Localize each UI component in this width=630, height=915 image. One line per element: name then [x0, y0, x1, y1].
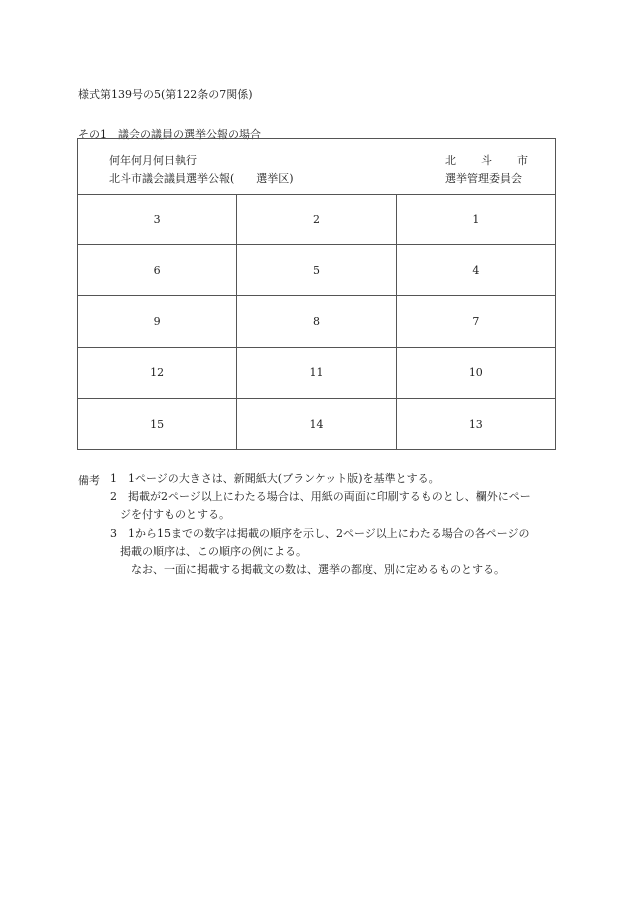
note-2-continued: ジを付すものとする。 — [120, 508, 230, 521]
grid-cell: 11 — [237, 348, 396, 398]
city-name — [445, 152, 553, 168]
note-3-continued: 掲載の順序は、この順序の例による。 — [120, 545, 307, 558]
election-date: 何年何月何日執行 — [109, 154, 197, 167]
grid-row — [78, 194, 555, 245]
bulletin-name: 北斗市議会議員選挙公報( 選挙区) — [109, 172, 294, 185]
grid-cell: 2 — [237, 194, 396, 244]
note-3: 3 1から15までの数字は掲載の順序を示し、2ページ以上にわたる場合の各ページの — [110, 527, 530, 540]
grid-cell: 5 — [237, 245, 396, 295]
grid-cell: 6 — [78, 245, 237, 295]
note-2: 2 掲載が2ページ以上にわたる場合は、用紙の両面に印刷するものとし、欄外にペー — [110, 490, 531, 503]
city-char: 斗 — [481, 154, 492, 167]
grid-cell: 7 — [472, 314, 480, 328]
bulletin-header — [78, 139, 555, 195]
form-title: 様式第139号の5(第122条の7関係) — [78, 88, 253, 101]
grid-row — [78, 348, 555, 399]
note-1: 1 1ページの大きさは、新聞紙大(ブランケット版)を基準とする。 — [110, 472, 440, 485]
notes-label: 備考 — [78, 474, 100, 487]
city-char: 市 — [517, 154, 528, 167]
order-grid — [78, 194, 555, 450]
grid-cell: 15 — [78, 399, 237, 450]
grid-cell: 3 — [78, 194, 237, 244]
city-char: 北 — [445, 154, 456, 167]
grid-cell: 4 — [472, 263, 480, 277]
section-title: その1 議会の議員の選挙公報の場合 — [78, 128, 261, 141]
grid-cell: 14 — [237, 399, 396, 450]
grid-cell: 8 — [237, 296, 396, 346]
grid-row — [78, 296, 555, 347]
note-3-supplement: なお、一面に掲載する掲載文の数は、選挙の都度、別に定めるものとする。 — [131, 563, 505, 576]
grid-row — [78, 399, 555, 450]
grid-cell: 13 — [468, 417, 483, 431]
grid-row — [78, 245, 555, 296]
grid-cell: 9 — [78, 296, 237, 346]
grid-cell: 10 — [468, 366, 483, 380]
committee-name: 選挙管理委員会 — [445, 172, 522, 185]
bulletin-layout-frame — [77, 138, 556, 450]
grid-cell: 12 — [78, 348, 237, 398]
grid-cell: 1 — [472, 212, 480, 226]
